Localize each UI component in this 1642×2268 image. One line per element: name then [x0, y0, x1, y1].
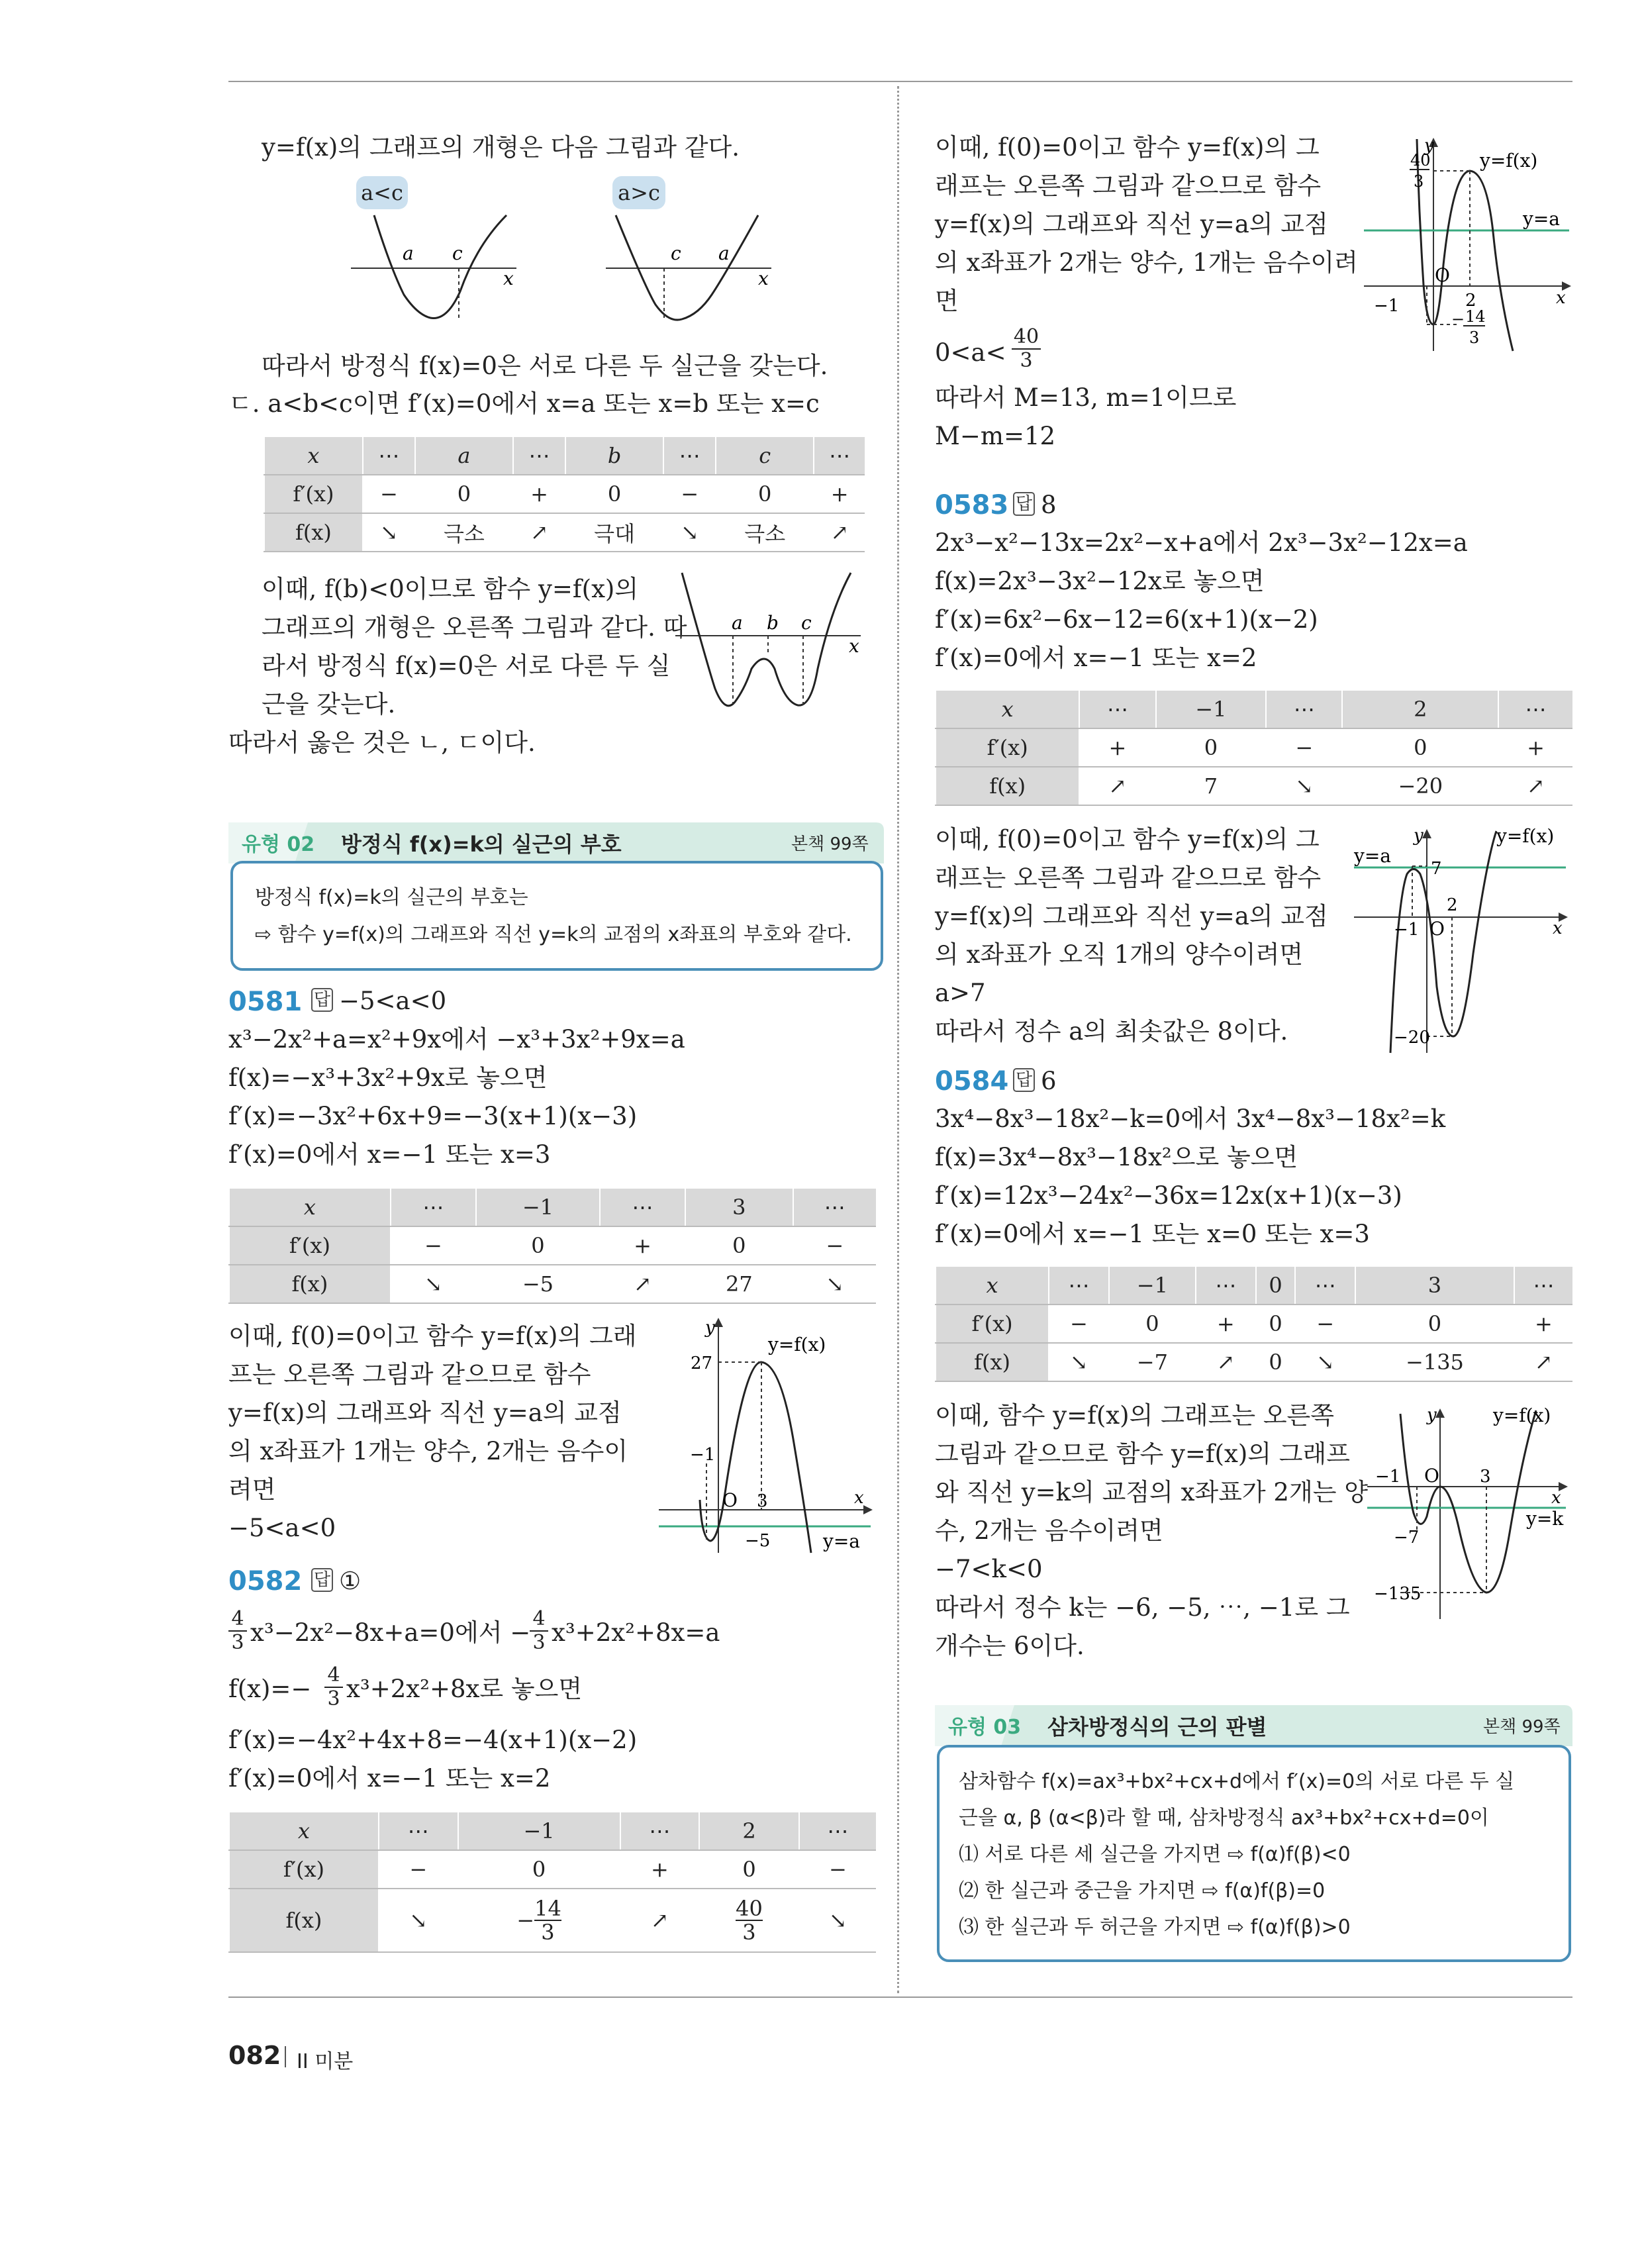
table-row: [229, 1189, 876, 1226]
table-cell: − $\frac{14}{3}$: [458, 1889, 620, 1952]
table-cell: ⋯: [1079, 691, 1155, 728]
label-2: 2: [1465, 291, 1476, 311]
table-cell: 0: [1256, 1305, 1296, 1343]
label-7: 7: [1431, 859, 1442, 879]
table-row: [936, 691, 1572, 728]
problem-number-0582: 0582: [228, 1566, 303, 1597]
step-line: f′(x)=0에서 x=−1 또는 x=2: [228, 1764, 551, 1793]
table-cell: 0: [716, 475, 814, 513]
concept-line2: ⇨ 함수 y=f(x)의 그래프와 직선 y=k의 교점의 x좌표의 부호와 같다.: [255, 923, 852, 946]
label-x: x: [1556, 288, 1566, 308]
label-3: 3: [1480, 1467, 1491, 1487]
label-fx: y=f(x): [1496, 825, 1555, 847]
text-0582b-3: y=f(x)의 그래프와 직선 y=a의 교점: [935, 210, 1328, 238]
table-cell: 7: [1156, 767, 1267, 805]
table-0582: [228, 1812, 876, 1953]
table-0581: [228, 1189, 876, 1304]
concept-line1: 방정식 f(x)=k의 실근의 부호는: [255, 886, 528, 909]
table-cell: ↗: [1514, 1343, 1572, 1381]
graph-a-greater-c: [599, 212, 778, 338]
table-cell: 0: [565, 475, 663, 513]
table-cell: ↘: [363, 513, 415, 552]
line1-end: x³+2x²+8x=a: [552, 1618, 720, 1647]
table-cell: x: [936, 1267, 1049, 1305]
table-cell: f′(x): [229, 1226, 391, 1265]
table-cell: 0: [699, 1850, 798, 1889]
step-line: f′(x)=0에서 x=−1 또는 x=3: [228, 1140, 551, 1169]
text-0584-5: −7<k<0: [935, 1555, 1043, 1583]
problem-number-0581: 0581: [228, 987, 303, 1017]
answer-0583: 8: [1041, 491, 1057, 519]
step-line: 3x⁴−8x³−18x²−k=0에서 3x⁴−8x³−18x²=k: [935, 1105, 1446, 1133]
table-cell: ⋯: [620, 1812, 700, 1850]
concept-line5: ⑶ 한 실근과 두 허근을 가지면 ⇨ f(α)f(β)>0: [959, 1916, 1351, 1939]
table-cell: 0: [1342, 728, 1498, 767]
table-cell: x: [229, 1189, 391, 1226]
table-cell: ⋯: [379, 1812, 458, 1850]
concept-box-02: [230, 861, 883, 971]
graph-a-less-c: [344, 212, 523, 338]
table-cell: −1: [476, 1189, 600, 1226]
table-cell: −20: [1342, 767, 1498, 805]
text-c-line4: 근을 갖는다.: [262, 690, 396, 718]
text-0582b-2: 래프는 오른쪽 그림과 같으므로 함수: [935, 172, 1322, 200]
text-0582b-4: 의 x좌표가 2개는 양수, 1개는 음수이려: [935, 248, 1358, 277]
label-origin: O: [1435, 264, 1450, 286]
label-x: x: [854, 1488, 864, 1508]
table-cell: −: [793, 1226, 877, 1265]
table-cell: −: [1295, 1305, 1355, 1343]
label-yk: y=k: [1526, 1508, 1564, 1530]
step-line: f′(x)=−4x²+4x+8=−4(x+1)(x−2): [228, 1726, 638, 1754]
frac-40-3: 40 3: [1012, 326, 1041, 372]
table-0583: [935, 691, 1572, 806]
table-cell: −: [363, 475, 415, 513]
table-cell: −1: [1156, 691, 1267, 728]
text-0584-6: 따라서 정수 k는 −6, −5, ⋯, −1로 그: [935, 1593, 1350, 1622]
table-row: [229, 1226, 876, 1265]
label-m1: −1: [1375, 1467, 1401, 1487]
table-cell: ⋯: [363, 437, 415, 475]
table-cell: ⋯: [1196, 1267, 1256, 1305]
label-c: c: [801, 612, 812, 634]
label-c: c: [452, 242, 463, 264]
table-cell: ↗: [814, 513, 865, 552]
x-arrow: [863, 1505, 873, 1514]
table-cell: 0: [1355, 1305, 1514, 1343]
conclusion-text: 따라서 방정식 f(x)=0은 서로 다른 두 실근을 갖는다.: [262, 352, 828, 380]
curve: [1400, 1410, 1536, 1593]
label-x: x: [1551, 1488, 1561, 1508]
label-y: y: [705, 1318, 715, 1338]
table-cell: −7: [1109, 1343, 1196, 1381]
label-m5: −5: [745, 1531, 771, 1551]
graph-0582: [1361, 132, 1572, 358]
text-0581-2: 프는 오른쪽 그림과 같으므로 함수: [228, 1360, 591, 1389]
table-cell: −: [799, 1850, 876, 1889]
y-arrow: [714, 1318, 723, 1327]
step-line: f′(x)=0에서 x=−1 또는 x=0 또는 x=3: [935, 1220, 1370, 1248]
table-cell: −: [663, 475, 716, 513]
step-line: f′(x)=12x³−24x²−36x=12x(x+1)(x−3): [935, 1181, 1402, 1210]
table-cell: ↗: [1498, 767, 1572, 805]
line2-start: f(x)=−: [228, 1675, 312, 1703]
table-row: [264, 437, 865, 475]
table-row: [229, 1889, 876, 1952]
table-row: [936, 728, 1572, 767]
text-c-line2: 그래프의 개형은 오른쪽 그림과 같다. 따: [262, 613, 687, 642]
top-rule: [228, 81, 1572, 82]
concept-line3: ⑴ 서로 다른 세 실근을 가지면 ⇨ f(α)f(β)<0: [959, 1843, 1351, 1866]
table-cell: 2: [699, 1812, 798, 1850]
table-cell: 극대: [565, 513, 663, 552]
label-c: c: [671, 242, 681, 264]
step-line: f(x)=2x³−3x²−12x로 놓으면: [935, 567, 1265, 595]
table-cell: f′(x): [936, 1305, 1049, 1343]
label-40: 40: [1410, 151, 1431, 170]
text-0584-2: 그림과 같으므로 함수 y=f(x)의 그래프: [935, 1440, 1351, 1468]
concept-line4: ⑵ 한 실근과 중근을 가지면 ⇨ f(α)f(β)=0: [959, 1879, 1326, 1902]
label-x: x: [849, 635, 859, 657]
curve: [374, 215, 507, 319]
table-cell: ⋯: [1295, 1267, 1355, 1305]
table-cell: −: [1266, 728, 1342, 767]
table-cell: −: [379, 1850, 458, 1889]
line1-mid: x³−2x²−8x+a=0에서 −: [250, 1618, 531, 1647]
text-0583-5: a>7: [935, 979, 986, 1007]
table-cell: ⋯: [600, 1189, 685, 1226]
table-cell: −5: [476, 1265, 600, 1303]
table-cell: f(x): [936, 767, 1079, 805]
table-row: [264, 513, 865, 552]
text-0584-1: 이때, 함수 y=f(x)의 그래프는 오른쪽: [935, 1401, 1335, 1430]
case-c-text: ㄷ. a<b<c이면 f′(x)=0에서 x=a 또는 x=b 또는 x=c: [228, 389, 820, 418]
text-0584-7: 개수는 6이다.: [935, 1632, 1085, 1660]
label-a: a: [718, 242, 730, 264]
table-cell: +: [1498, 728, 1572, 767]
problem-number-0584: 0584: [935, 1066, 1009, 1097]
label-fx: y=f(x): [1493, 1405, 1551, 1426]
table-case-c: [264, 437, 865, 552]
text-0581-1: 이때, f(0)=0이고 함수 y=f(x)의 그래: [228, 1322, 637, 1350]
label-m135: −135: [1374, 1584, 1422, 1604]
table-cell: ↗: [600, 1265, 685, 1303]
table-cell: 0: [1156, 728, 1267, 767]
label-2: 2: [1447, 895, 1458, 915]
step-line: f(x)=3x⁴−8x³−18x²으로 놓으면: [935, 1143, 1298, 1171]
text-0583-2: 래프는 오른쪽 그림과 같으므로 함수: [935, 863, 1322, 892]
table-cell: f′(x): [264, 475, 363, 513]
section-ref: 본책 99쪽: [1483, 1717, 1561, 1737]
table-cell: 극소: [415, 513, 513, 552]
label-b: b: [767, 612, 779, 634]
table-row: [229, 1812, 876, 1850]
table-row: [264, 475, 865, 513]
table-row: [936, 1267, 1572, 1305]
final-text: 따라서 옳은 것은 ㄴ, ㄷ이다.: [228, 728, 536, 757]
label-3: 3: [1414, 172, 1424, 191]
text-0583-3: y=f(x)의 그래프와 직선 y=a의 교점: [935, 902, 1328, 930]
table-cell: ⋯: [391, 1189, 476, 1226]
table-cell: a: [415, 437, 513, 475]
label-ya: y=a: [1523, 208, 1560, 230]
label-ya: y=a: [823, 1530, 860, 1552]
label-origin: O: [722, 1489, 738, 1511]
table-cell: ⋯: [1049, 1267, 1109, 1305]
table-cell: 3: [685, 1189, 793, 1226]
text-0581-6: −5<a<0: [228, 1514, 336, 1542]
text-0583-1: 이때, f(0)=0이고 함수 y=f(x)의 그: [935, 825, 1320, 854]
table-cell: −: [1049, 1305, 1109, 1343]
text-0583-6: 따라서 정수 a의 최솟값은 8이다.: [935, 1017, 1288, 1046]
label-x: x: [758, 268, 769, 289]
table-cell: ↘: [799, 1889, 876, 1952]
table-cell: ⋯: [513, 437, 565, 475]
curve: [1390, 831, 1496, 1053]
y-arrow: [1422, 829, 1431, 838]
curve: [700, 1362, 811, 1553]
answer-0584: 6: [1041, 1067, 1057, 1095]
step-line: f(x)=−x³+3x²+9x로 놓으면: [228, 1063, 548, 1092]
label-27: 27: [691, 1354, 713, 1373]
answer-mark: 답: [1013, 492, 1035, 516]
graph-0583: [1347, 821, 1572, 1060]
label-m1: −1: [1394, 920, 1420, 940]
text-0581-4: 의 x좌표가 1개는 양수, 2개는 음수이: [228, 1437, 628, 1465]
table-cell: f(x): [229, 1889, 379, 1952]
frac-4-3b: 4 3: [530, 1608, 548, 1654]
label-m1: −1: [1374, 296, 1400, 316]
text-0583-4: 의 x좌표가 오직 1개의 양수이려면: [935, 940, 1304, 969]
table-cell: 27: [685, 1265, 793, 1303]
text-0584-3: 와 직선 y=k의 교점의 x좌표가 2개는 양: [935, 1478, 1368, 1506]
table-cell: ↗: [513, 513, 565, 552]
table-cell: $\frac{40}{3}$: [699, 1889, 798, 1952]
text-M-minus-m: M−m=12: [935, 422, 1056, 450]
table-cell: 0: [415, 475, 513, 513]
label-y: y: [1424, 136, 1434, 156]
tag-a-less-c: a<c: [356, 176, 408, 209]
section-ref: 본책 99쪽: [791, 834, 869, 854]
answer-mark: 답: [311, 988, 333, 1012]
table-cell: −1: [1109, 1267, 1196, 1305]
table-cell: b: [565, 437, 663, 475]
step-line: 2x³−x²−13x=2x²−x+a에서 2x³−3x²−12x=a: [935, 528, 1468, 557]
label-3b: 3: [1469, 328, 1480, 347]
footer-divider: [285, 2046, 286, 2067]
label-ya: y=a: [1354, 845, 1391, 867]
table-row: [936, 767, 1572, 805]
label-m7: −7: [1394, 1528, 1420, 1548]
table-cell: +: [620, 1850, 700, 1889]
table-cell: 0: [458, 1850, 620, 1889]
table-cell: f(x): [264, 513, 363, 552]
label-fx: y=f(x): [768, 1334, 826, 1356]
label-m1: −1: [690, 1445, 716, 1465]
table-cell: ↘: [663, 513, 716, 552]
answer-0582: ①: [339, 1567, 362, 1595]
table-cell: ↗: [1196, 1343, 1256, 1381]
table-cell: 0: [476, 1226, 600, 1265]
table-cell: 3: [1355, 1267, 1514, 1305]
table-cell: −1: [458, 1812, 620, 1850]
table-cell: ↘: [793, 1265, 877, 1303]
label-y: y: [1427, 1405, 1437, 1425]
table-cell: f(x): [936, 1343, 1049, 1381]
text-0581-3: y=f(x)의 그래프와 직선 y=a의 교점: [228, 1399, 622, 1427]
column-divider: [897, 86, 899, 1993]
step-line: f′(x)=6x²−6x−12=6(x+1)(x−2): [935, 605, 1318, 634]
table-row: [936, 1343, 1572, 1381]
step-line: f′(x)=−3x²+6x+9=−3(x+1)(x−3): [228, 1102, 638, 1130]
table-0584: [935, 1267, 1572, 1382]
table-cell: ↘: [1266, 767, 1342, 805]
table-cell: −135: [1355, 1343, 1514, 1381]
graph-case-c: [669, 569, 867, 715]
text-c-line1: 이때, f(b)<0이므로 함수 y=f(x)의: [262, 575, 639, 603]
table-cell: ⋯: [663, 437, 716, 475]
table-cell: 극소: [716, 513, 814, 552]
text-0584-4: 수, 2개는 음수이려면: [935, 1516, 1163, 1545]
label-m20: −20: [1394, 1028, 1430, 1048]
step-line: x³−2x²+a=x²+9x에서 −x³+3x²+9x=a: [228, 1025, 685, 1054]
line2-end: x³+2x²+8x로 놓으면: [346, 1675, 583, 1703]
table-cell: f′(x): [229, 1850, 379, 1889]
table-cell: +: [1514, 1305, 1572, 1343]
table-cell: +: [814, 475, 865, 513]
table-cell: ↘: [1295, 1343, 1355, 1381]
table-cell: x: [264, 437, 363, 475]
table-cell: 0: [1256, 1343, 1296, 1381]
table-cell: ↘: [391, 1265, 476, 1303]
text-M-m: 따라서 M=13, m=1이므로: [935, 383, 1237, 412]
table-cell: f(x): [229, 1265, 391, 1303]
label-x: x: [503, 268, 514, 289]
label-origin: O: [1424, 1465, 1439, 1487]
y-arrow: [1435, 1408, 1445, 1418]
label-minus: −: [1451, 310, 1465, 328]
concept-line2: 근을 α, β (α<β)라 할 때, 삼차방정식 ax³+bx²+cx+d=0이: [959, 1806, 1489, 1830]
intro-text: y=f(x)의 그래프의 개형은 다음 그림과 같다.: [262, 133, 740, 162]
table-cell: x: [229, 1812, 379, 1850]
table-row: [229, 1265, 876, 1303]
text-0581-5: 려면: [228, 1475, 276, 1504]
label-x: x: [1553, 918, 1563, 938]
table-cell: ⋯: [799, 1812, 876, 1850]
table-cell: −: [391, 1226, 476, 1265]
label-y: y: [1414, 826, 1424, 846]
label-3: 3: [757, 1491, 768, 1511]
text-c-line3: 라서 방정식 f(x)=0은 서로 다른 두 실: [262, 652, 671, 680]
table-cell: ↘: [379, 1889, 458, 1952]
table-cell: ↘: [1049, 1343, 1109, 1381]
table-cell: 0: [1109, 1305, 1196, 1343]
bottom-rule: [228, 1997, 1572, 1998]
table-cell: +: [1196, 1305, 1256, 1343]
table-cell: ⋯: [793, 1189, 877, 1226]
frac-4-3: 4 3: [228, 1608, 247, 1654]
concept-line1: 삼차함수 f(x)=ax³+bx²+cx+d에서 f′(x)=0의 서로 다른 두 실: [959, 1770, 1515, 1793]
table-cell: ⋯: [1498, 691, 1572, 728]
table-cell: ⋯: [814, 437, 865, 475]
label-origin: O: [1429, 918, 1445, 940]
table-cell: 0: [1256, 1267, 1296, 1305]
step-line: f′(x)=0에서 x=−1 또는 x=2: [935, 644, 1257, 672]
curve: [682, 573, 851, 706]
ineq-0582: 0<a<: [935, 338, 1006, 367]
table-cell: x: [936, 691, 1079, 728]
label-14: 14: [1465, 307, 1486, 326]
label-a: a: [403, 242, 414, 264]
table-cell: 0: [685, 1226, 793, 1265]
table-cell: +: [1079, 728, 1155, 767]
graph-0584: [1361, 1401, 1572, 1626]
section-badge: 유형 02: [242, 833, 315, 856]
table-cell: 2: [1342, 691, 1498, 728]
label-fx: y=f(x): [1480, 150, 1538, 172]
text-0582b-5: 면: [935, 287, 959, 315]
section-title: 방정식 f(x)=k의 실근의 부호: [341, 832, 622, 857]
table-cell: ⋯: [1514, 1267, 1572, 1305]
table-cell: c: [716, 437, 814, 475]
text-0582b-1: 이때, f(0)=0이고 함수 y=f(x)의 그: [935, 133, 1320, 162]
tag-a-greater-c: a>c: [612, 176, 665, 209]
page-number: 082: [228, 2041, 281, 2070]
chapter-label: II 미분: [297, 2050, 354, 2073]
table-row: [936, 1305, 1572, 1343]
table-cell: +: [600, 1226, 685, 1265]
table-cell: ⋯: [1266, 691, 1342, 728]
frac-4-3c: 4 3: [324, 1664, 343, 1710]
answer-mark: 답: [1013, 1068, 1035, 1092]
table-cell: ↗: [1079, 767, 1155, 805]
section-badge: 유형 03: [948, 1716, 1022, 1739]
section-title: 삼차방정식의 근의 판별: [1047, 1714, 1267, 1740]
graph-0581: [652, 1314, 874, 1559]
table-cell: ↗: [620, 1889, 700, 1952]
table-cell: f′(x): [936, 728, 1079, 767]
table-row: [229, 1850, 876, 1889]
table-cell: +: [513, 475, 565, 513]
problem-number-0583: 0583: [935, 490, 1009, 520]
answer-mark: 답: [311, 1568, 333, 1592]
label-a: a: [732, 612, 743, 634]
answer-0581: −5<a<0: [339, 987, 447, 1015]
